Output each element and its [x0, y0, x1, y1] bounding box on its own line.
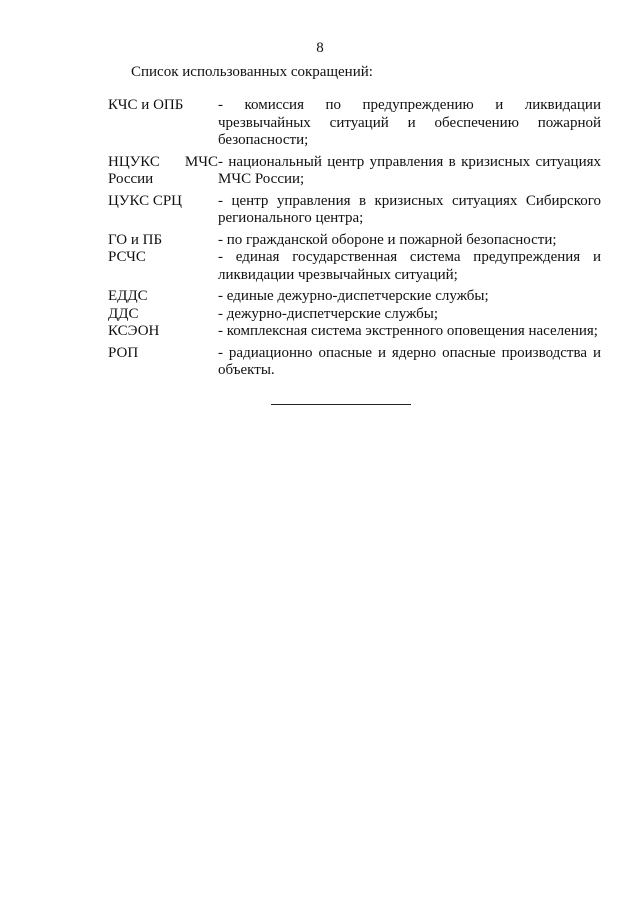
abbreviation-definition: - центр управления в кризисных ситуациях Сибирского регионального центра; [218, 192, 601, 226]
abbreviation-term: ДДС [108, 305, 139, 322]
abbreviation-definition: - единая государственная система предупреждения и ликвидации чрезвычайных ситуаций; [218, 249, 601, 283]
abbreviation-row [108, 341, 601, 380]
abbreviation-term: ЦУКС СРЦ [108, 192, 183, 209]
abbreviation-row [108, 323, 601, 341]
abbreviation-definition: - комиссия по предупреждению и ликвидации чрезвычайных ситуаций и обеспечению пожарной безопасности; [218, 97, 601, 148]
abbreviation-definition: - радиационно опасные и ядерно опасные производства и объекты. [218, 344, 601, 378]
abbreviation-row [108, 150, 601, 189]
abbreviation-definition: - по гражданской обороне и пожарной безопасности; [218, 231, 557, 248]
abbreviation-definition: - дежурно-диспетчерские службы; [218, 305, 439, 322]
abbreviations-table [108, 97, 601, 380]
abbreviation-row [108, 97, 601, 150]
abbreviation-definition: - комплексная система экстренного оповещения населения; [218, 323, 598, 339]
abbreviation-row [108, 249, 601, 284]
abbreviation-term: РОП [108, 344, 139, 361]
abbreviation-term: КЧС и ОПБ [108, 97, 184, 113]
abbreviation-term: КСЭОН [108, 323, 160, 339]
abbreviation-term: РСЧС [108, 249, 146, 265]
abbreviation-row [108, 306, 601, 324]
abbreviation-row [108, 284, 601, 306]
abbreviations-list-title: Список использованных сокращений: [131, 64, 373, 80]
abbreviation-term: НЦУКС МЧС России [108, 153, 218, 187]
abbreviation-row [108, 228, 601, 250]
abbreviation-definition: - национальный центр управления в кризисных ситуациях МЧС России; [218, 153, 601, 187]
abbreviation-term: ЕДДС [108, 288, 148, 304]
page-number: 8 [316, 40, 324, 56]
abbreviation-definition: - единые дежурно-диспетчерские службы; [218, 288, 489, 304]
abbreviation-term: ГО и ПБ [108, 231, 163, 248]
closing-rule [271, 404, 411, 405]
abbreviation-row [108, 189, 601, 228]
